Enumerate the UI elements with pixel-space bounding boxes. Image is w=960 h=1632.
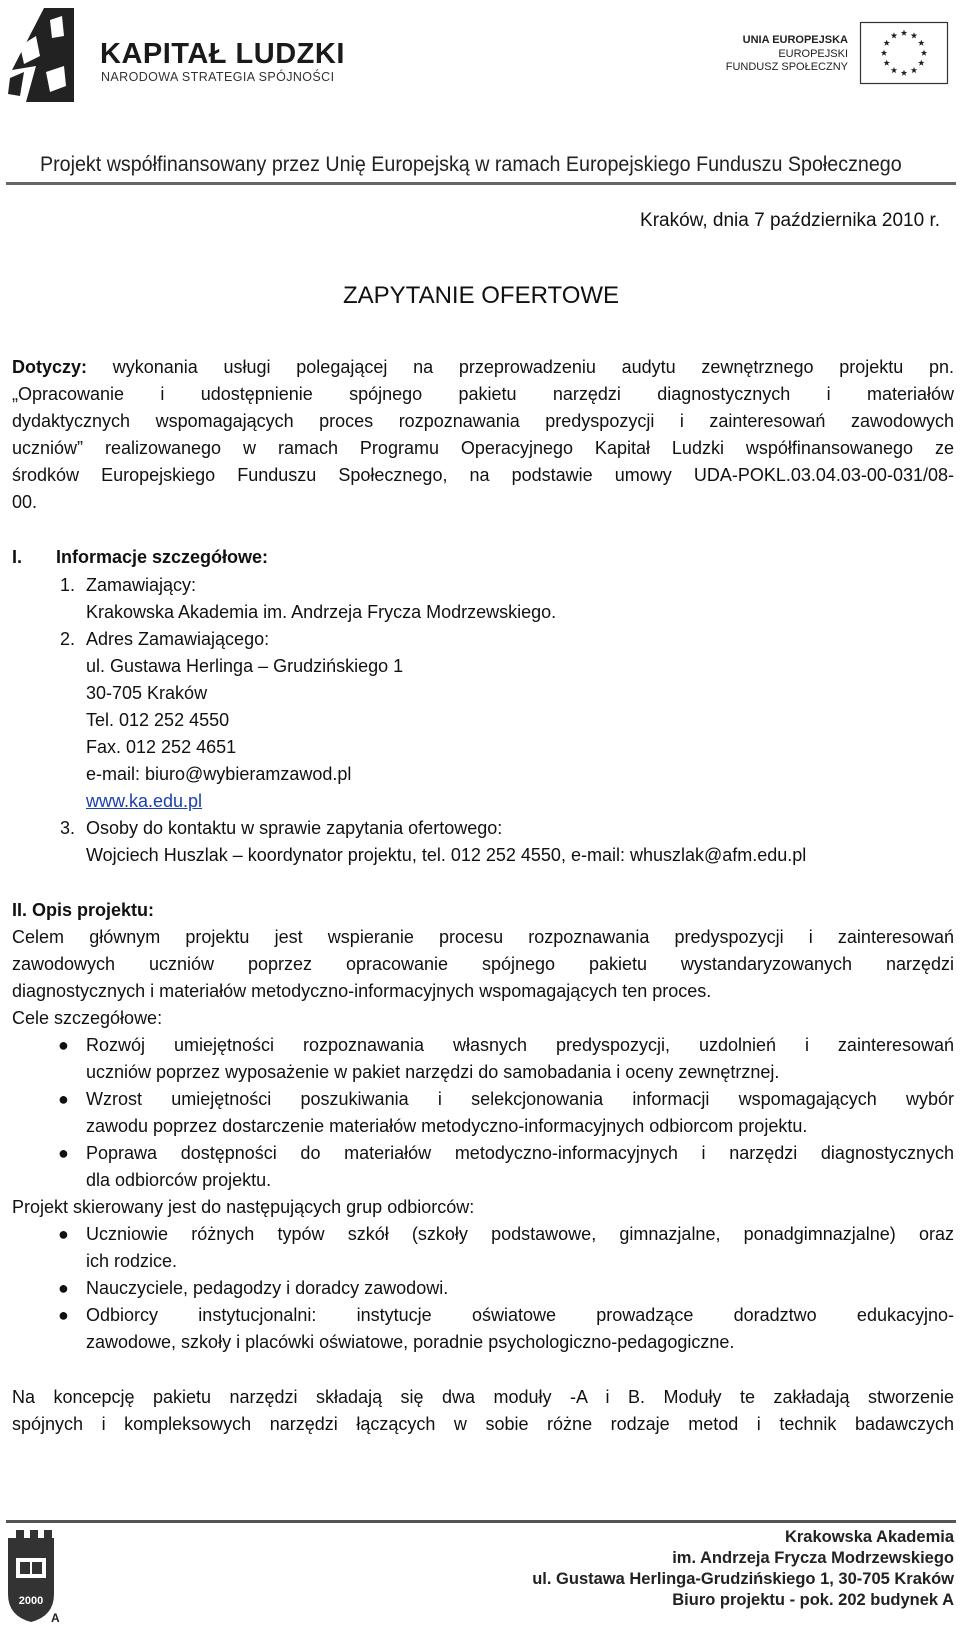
group-1-line-1: Uczniowie różnych typów szkół (szkoły podstawowe, gimnazjalne, ponadgimnazjalne) oraz [86,1224,954,1244]
item-1-label: Zamawiający: [86,575,197,595]
address-city: 30-705 Kraków [86,683,208,703]
main-goal-line-1: Celem głównym projektu jest wspieranie procesu rozpoznawania predyspozycji i zainteresowań [12,927,954,947]
footer-line-3: ul. Gustawa Herlinga-Grudzińskiego 1, 30-705 Kraków [532,1570,954,1588]
website-link[interactable]: www.ka.edu.pl [86,791,203,811]
eu-flag-icon [860,22,948,84]
item-3-value: Wojciech Huszlak – koordynator projektu, tel. 012 252 4550, e-mail: whuszlak@afm.edu.pl [86,845,807,865]
modules-line-1: Na koncepcję pakietu narzędzi składają się dwa moduły -A i B. Moduły te zakładają stworzenie [12,1387,954,1407]
logo-title: KAPITAŁ LUDZKI [100,38,345,70]
bullet-icon: ● [58,1089,69,1109]
footer-line-1: Krakowska Akademia [784,1528,954,1546]
crest-letter: A [51,1611,60,1625]
bullet-icon: ● [58,1035,69,1055]
eu-line-1: UNIA EUROPEJSKA [742,34,848,46]
item-1-number: 1. [60,575,76,595]
goal-1-line-2: uczniów poprzez wyposażenie w pakiet narzędzi do samobadania i oceny zewnętrznej. [86,1062,780,1082]
goal-1-line-1: Rozwój umiejętności rozpoznawania własnych predyspozycji, uzdolnień i zainteresowań [86,1035,954,1055]
intro-line-1 [12,354,954,381]
date-line: Kraków, dnia 7 października 2010 r. [640,210,940,231]
bullet-icon: ● [58,1305,69,1325]
goal-3-line-2: dla odbiorców projektu. [86,1170,272,1190]
intro-text-1: wykonania usługi polegającej na przeprowadzeniu audytu zewnętrznego projektu pn. [112,357,954,377]
groups-label: Projekt skierowany jest do następujących grup odbiorców: [12,1197,475,1217]
intro-line-6: 00. [12,492,38,512]
eu-label [722,34,848,75]
group-2-line-1: Nauczyciele, pedagodzy i doradcy zawodowi. [86,1278,449,1298]
logo-subtitle: NARODOWA STRATEGIA SPÓJNOŚCI [101,70,335,84]
group-3-line-2: zawodowe, szkoły i placówki oświatowe, poradnie psychologiczno-pedagogiczne. [86,1332,735,1352]
footer-line-4: Biuro projektu - pok. 202 budynek A [672,1591,954,1609]
eu-line-2: EUROPEJSKI [778,47,848,60]
item-1-value: Krakowska Akademia im. Andrzeja Frycza Modrzewskiego. [86,602,557,622]
goal-3-line-1: Poprawa dostępności do materiałów metodyczno-informacyjnych i narzędzi diagnostycznych [86,1143,954,1163]
main-goal-line-2: zawodowych uczniów poprzez opracowanie spójnego pakietu wystandaryzowanych narzędzi [12,954,954,974]
bullet-icon: ● [58,1278,69,1298]
item-3-label: Osoby do kontaktu w sprawie zapytania ofertowego: [86,818,503,838]
intro-line-2: „Opracowanie i udostępnienie spójnego pakietu narzędzi diagnostycznych i materiałów [12,384,954,404]
bullet-icon: ● [58,1143,69,1163]
address-phone: Tel. 012 252 4550 [86,710,230,730]
address-email: e-mail: biuro@wybieramzawod.pl [86,764,352,784]
intro-line-3: dydaktycznych wspomagających proces rozpoznawania predyspozycji i zainteresowań zawodowych [12,411,954,431]
academy-crest-icon [6,1528,60,1625]
page-header [0,0,960,190]
document-title: ZAPYTANIE OFERTOWE [343,282,620,309]
header-divider [6,182,956,185]
section-1-heading: Informacje szczegółowe: [56,547,269,567]
footer-address [532,1527,954,1611]
section-1-number: I. [12,547,23,567]
address-fax: Fax. 012 252 4651 [86,737,237,757]
crest-year: 2000 [18,1595,44,1607]
goal-2-line-2: zawodu poprzez dostarczenie materiałów metodyczno-informacyjnych odbiorcom projektu. [86,1116,808,1136]
item-2-number: 2. [60,629,76,649]
group-3-line-1: Odbiorcy instytucjonalni: instytucje oświatowe prowadzące doradztwo edukacyjno- [86,1305,954,1325]
bullet-icon: ● [58,1224,69,1244]
goal-2-line-1: Wzrost umiejętności poszukiwania i selekcjonowania informacji wspomagających wybór [86,1089,954,1109]
section-2-heading: II. Opis projektu: [12,900,155,920]
footer-divider [6,1520,956,1523]
eu-line-3: FUNDUSZ SPOŁECZNY [725,61,848,73]
main-goal-line-3: diagnostycznych i materiałów metodyczno-informacyjnych wspomagających ten proces. [12,981,712,1001]
modules-line-2: spójnych i kompleksowych narzędzi łączących w sobie różne rodzaje metod i technik badawczych [12,1414,954,1434]
intro-label: Dotyczy: [12,357,88,377]
intro-line-4: uczniów” realizowanego w ramach Programu Operacyjnego Kapitał Ludzki współfinansowanego ze [12,438,954,458]
footer-line-2: im. Andrzeja Frycza Modrzewskiego [672,1549,954,1567]
kapital-ludzki-logo-icon [6,6,76,104]
item-3-number: 3. [60,818,76,838]
address-street: ul. Gustawa Herlinga – Grudzińskiego 1 [86,656,404,676]
cofinancing-banner: Projekt współfinansowany przez Unię Europejską w ramach Europejskiego Funduszu Społecznego [40,152,902,176]
item-2-label: Adres Zamawiającego: [86,629,270,649]
group-1-line-2: ich rodzice. [86,1251,178,1271]
goals-label: Cele szczegółowe: [12,1008,163,1028]
intro-line-5: środków Europejskiego Funduszu Społecznego, na podstawie umowy UDA-POKL.03.04.03-00-031/08- [12,465,954,485]
